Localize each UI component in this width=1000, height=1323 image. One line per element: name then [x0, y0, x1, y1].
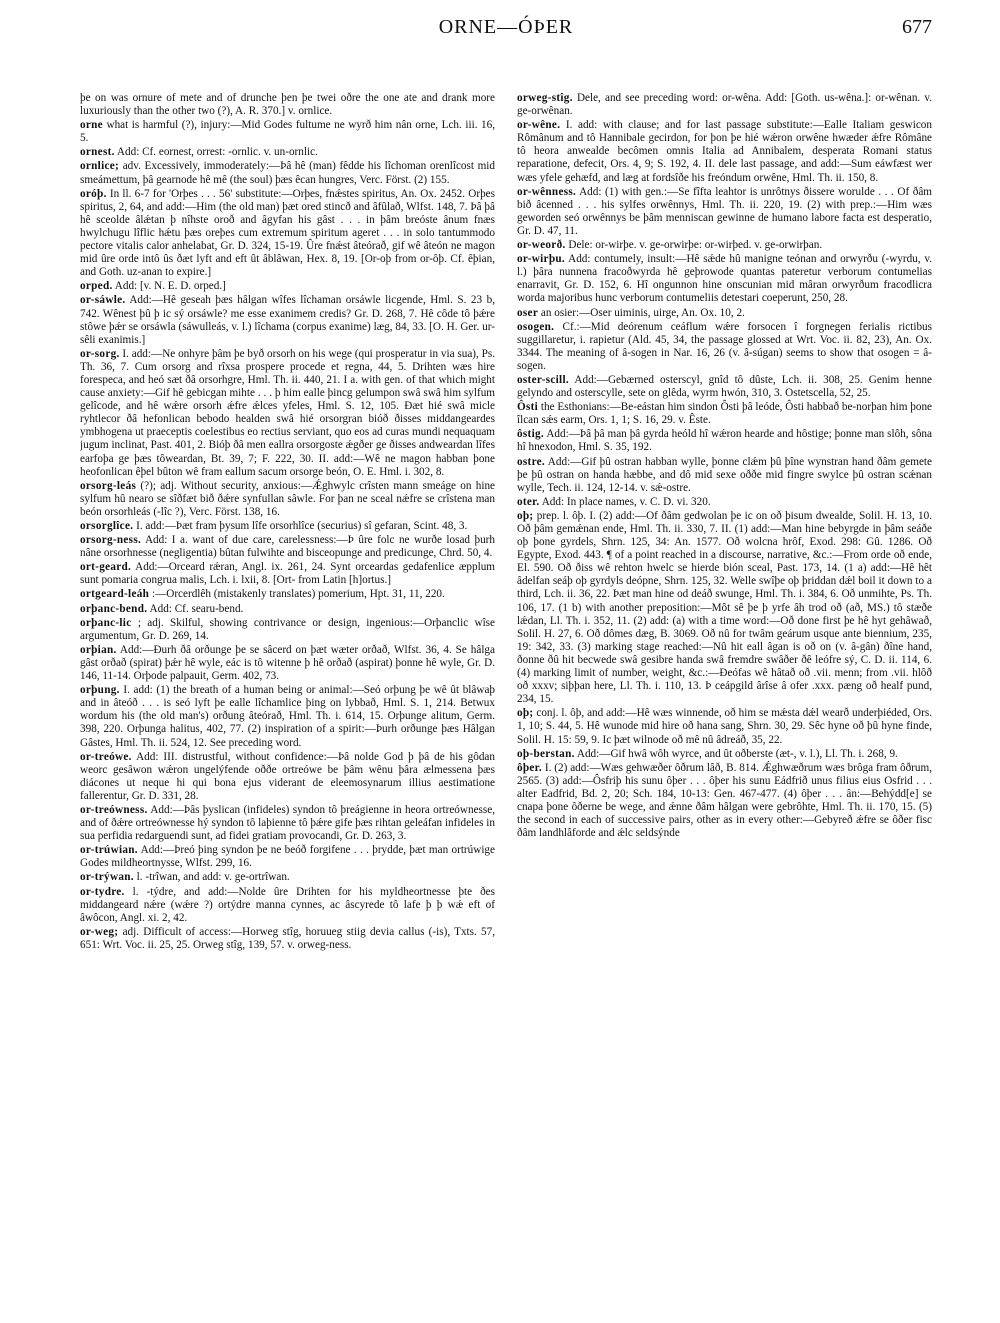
- right-column: [517, 92, 932, 1133]
- entry-headword: ortgeard-leáh: [80, 588, 150, 601]
- text-columns: [80, 92, 932, 1133]
- entry-headword: ornlice;: [80, 160, 120, 173]
- entry-headword: ornest.: [80, 146, 115, 159]
- entry-headword: or-wênness.: [517, 185, 577, 198]
- entry-text: what is harmful (?), injury:—Mid Godes fultume ne wyrð him nân orne, Lch. iii. 16, 5.: [80, 119, 495, 145]
- dictionary-entry: [517, 748, 932, 761]
- entry-text: Add:—Ðurh ðâ orðunge þe se sâcerd on þæt wæter orðað, Wlfst. 36, 4. Se hâlga gâst orðað (spirat) þǽr hê wyle, eác is tô witenne þ hê orðað (aspirat) þonne hê wyle, Gr. D. 146, 11-14. Orþode palpauit, Germ. 402, 73.: [80, 643, 495, 683]
- entry-text: Add: [v. N. E. D. orped.]: [114, 280, 226, 293]
- dictionary-entry: [517, 428, 932, 454]
- entry-text: the Esthonians:—Be-eástan him sindon Ôsti þâ leóde, Ôsti habbað be-norþan him þone îlcan sǽs earm, Ors. 1, 1; S. 16, 29. v. Êste.: [517, 401, 932, 427]
- page-header: [80, 14, 932, 44]
- dictionary-entry: [80, 871, 495, 884]
- dictionary-entry: [80, 480, 495, 519]
- entry-text: Add: In place names, v. C. D. vi. 320.: [541, 495, 711, 508]
- dictionary-entry: [517, 707, 932, 746]
- dictionary-entry: [80, 92, 495, 118]
- entry-text: Add:—Orceard rǽran, Angl. ix. 261, 24. Synt orceardas gedafenlice æpplum sunt pomaria congrua malis, Lch. i. lxii, 8. [Ort- from Latin [h]ortus.]: [80, 561, 495, 587]
- entry-headword: orsorglîce.: [80, 520, 134, 532]
- entry-headword: or-treówness.: [80, 803, 148, 816]
- entry-text: Add: III. distrustful, without confidence:—Þâ nolde God þ þâ de his gôdan weorc gesâwon wǽron ungelýfende oððe ortreówe be þâm wênu þâra ælmessena þæs diácones ut neque hi qui bona ejus viderant de eleemosynarum illius aestimatione fallerentur, Gr. D. 331, 28.: [80, 750, 495, 802]
- entry-headword: or-sorg.: [80, 347, 120, 360]
- entry-headword: ôstig.: [517, 428, 544, 441]
- dictionary-entry: [80, 294, 495, 346]
- dictionary-entry: [80, 588, 495, 601]
- entry-text: Add:—Gebærned osterscyl, gnîd tô dûste, Lch. ii. 308, 25. Genim henne gelyndo and osterscylle, sete on glêda, wyrm hwón, 310, 3. Ostetscella, 52, 25.: [517, 373, 932, 400]
- dictionary-entry: [80, 603, 495, 616]
- dictionary-entry: [517, 496, 932, 509]
- dictionary-entry: [517, 92, 932, 118]
- dictionary-entry: [80, 348, 495, 479]
- entry-text: Add:—Gif hwâ wôh wyrce, and ût oðberste (æt-, v. l.), Ll. Th. i. 268, 9.: [576, 747, 898, 760]
- entry-headword: ôþer.: [517, 761, 543, 774]
- entry-text: Cf.:—Mid deórenum ceáflum wǽre forsocen î forgnegen ferialis rictibus suggillaretur, i. rapietur (Ald. 45, 34, the passage glossed at Wrt. Voc. ii. 82, 23), An. Ox. 3344. The meaning of â-sogen in Nar. 16, 26 (v. â-súgan) seems to show that osogen = â-sogen.: [517, 320, 932, 372]
- entry-headword: ostre.: [517, 455, 545, 468]
- entry-headword: oter.: [517, 495, 540, 508]
- entry-text: I. add:—Þæt fram þysum lîfe orsorhlîce (securius) sî gefaran, Scint. 48, 3.: [136, 520, 468, 532]
- dictionary-entry: [517, 321, 932, 373]
- dictionary-entry: [80, 561, 495, 587]
- dictionary-entry: [80, 119, 495, 145]
- entry-headword: orþian.: [80, 643, 117, 656]
- entry-headword: or-wêne.: [517, 119, 561, 132]
- dictionary-entry: [517, 456, 932, 495]
- entry-text: I. add:—Ne onhyre þâm þe byð orsorh on his wege (qui prosperatur in via sua), Ps. Th. 36, 7. Cum orsorg and rîxsa prospere procede et regna, 44, 5. Drihten wæs hire forespeca, and heó sæt ðâ orsorhgre, Hml. Th. ii. 440, 21. I a. with gen. of that which might cause anxiety:—Gif hê gebicgan mihte . . . þ him ealle þincg gelumpon swâ swâ him sylfum gelîcode, and hê wǽre orsorh ǽfre ǽlces yfeles, Hml. S. 12, 105. Ðæt hié swâ micle ryhtlecor ðâ hefonlican bebodo healden swâ hié orsorgran bióð ðisses middangeardes ymbhogena ut praeceptis coelestibus eo rectius serviant, quo eos ad curas mundi nequaquam jugum inclinat, Past. 401, 2. Bióþ ðâ men eallra orsorgoste ǽgðer ge ðisses andweardan lîfes earfoþa ge þæs tôweardan, Bt. 39, 7; F. 222, 30. II. add:—Wê ne magon habban þone heofonlican êþel bûton wê fram eallum sacum orsorge beón, O. E. Hml. i. 302, 8.: [80, 347, 495, 478]
- entry-headword: oþ-berstan.: [517, 747, 575, 760]
- entry-text: I. add: with clause; and for last passage substitute:—Ealle Italiam geswicon Rômânum and tô Hannibale gecirdon, for þon þe hié wǽron orwêne hwæder ǽfre Rômâne tô heora anwealde becômen omnis Italia ad Annibalem, desperata Romani status reparatione, defecit, Ors. 4, 9; S. 192, 4. II. dele last passage, and add:—Sum eáwfæst wer wæs yfele gehæfd, and læg at fordsîðe his freóndum orwêne, Hml. Th. ii. 150, 8.: [517, 119, 932, 184]
- entry-text: conj. l. ôþ, and add:—Hê wæs winnende, oð him se mǽsta dǽl wearð underþiéded, Ors. 1, 10; S. 44, 5. Hê wunode mid hire oð hana sang, Shrn. 30, 29. Sêc hyne oð þû hyne finde, Solil. H. 15: 59, 9. Ic þæt wilnode oð mê nû âdreáð, 35, 22.: [517, 707, 932, 746]
- entry-text: an osier:—Oser uiminis, uirge, An. Ox. 10, 2.: [540, 306, 745, 319]
- entry-headword: Ôsti: [517, 401, 539, 414]
- dictionary-entry: [80, 886, 495, 925]
- entry-headword: orsorg-ness.: [80, 534, 142, 547]
- entry-text: Add:—Þreó þing syndon þe ne beóð forgifene . . . þrydde, þæt man ortrúwige Godes mildheortnysse, Wlfst. 299, 16.: [80, 844, 495, 870]
- entry-text: Add: I a. want of due care, carelessness:—Þ ûre folc ne wurðe losad þurh nâne orsorhnesse (negligentia) bûtan fulwihte and bisceopunge and predicunge, Chrd. 50, 4.: [80, 534, 495, 560]
- entry-headword: ort-geard.: [80, 561, 132, 574]
- dictionary-entry: [517, 762, 932, 841]
- dictionary-entry: [80, 684, 495, 749]
- dictionary-entry: [80, 280, 495, 293]
- dictionary-entry: [517, 307, 932, 320]
- dictionary-entry: [80, 617, 495, 643]
- running-head: ORNE—ÓÞER: [438, 16, 574, 38]
- entry-headword: oþ;: [517, 707, 534, 720]
- entry-text: I. add: (1) the breath of a human being or animal:—Seó orþung þe wê ût blâwaþ and in âteóð . . . is seó lyft þe ealle lîchamlice þing on lybbað, Hml. S. 1, 214. Betwux wordum his (the old man's) orðung âteórað, Hml. Th. i. 614, 15. Orþunge alitum, Germ. 398, 220. Orþunga halitus, 402, 77. (2) inspiration of a spirit:—Þurh orðunge þæs Hâlgan Gâstes, Hml. Th. ii. 524, 12. See preceding word.: [80, 684, 495, 749]
- entry-headword: orþanc-lic: [80, 616, 132, 629]
- page-number: 677: [902, 16, 932, 38]
- entry-headword: orweg-stîg.: [517, 92, 573, 104]
- entry-headword: oþ;: [517, 509, 534, 522]
- dictionary-entry: [80, 926, 495, 952]
- entry-headword: or-trýwan.: [80, 871, 134, 884]
- entry-headword: or-weg;: [80, 925, 119, 938]
- entry-headword: orþung.: [80, 684, 120, 697]
- dictionary-entry: [80, 844, 495, 870]
- entry-text: adv. Excessively, immoderately:—Þâ hê (man) fêdde his lîchoman orenlîcost mid smeámettum, þâ gearnode hê mê (the soul) þæs êcan hungres, Verc. Först. (2) 155.: [80, 160, 495, 186]
- entry-text: Dele: or-wirþe. v. ge-orwirþe: or-wirþed. v. ge-orwirþan.: [568, 239, 823, 252]
- entry-headword: orne: [80, 119, 103, 132]
- entry-headword: or-treówe.: [80, 750, 132, 763]
- entry-headword: oster-scill.: [517, 373, 569, 386]
- dictionary-entry: [80, 160, 495, 186]
- entry-text: Add: contumely, insult:—Hê sǽde hû manigne teónan and orwyrðu (-wyrdu, v. l.) þâra nunnena fracoðwyrda hê geþrowode quantas pateretur verborum contumelias enarravit, Gr. D. 152, 6. Hî ongunnon hine onscunian mid mâran orwyrðum fracodlicra worda majoribus hunc verborum contumeliis detestari coeperunt, 250, 28.: [517, 253, 932, 305]
- dictionary-entry: [80, 751, 495, 803]
- entry-headword: or-weorð.: [517, 239, 566, 252]
- entry-text: Add: Cf. searu-bend.: [149, 602, 244, 615]
- dictionary-entry: [80, 188, 495, 280]
- dictionary-entry: [80, 644, 495, 683]
- entry-text: Add:—Þâs þyslican (infideles) syndon tô þreágienne in heora ortreównesse, and of ðǽre ortreównesse hý syndon tô laþienne tô þǽre gife þæs rihtan geleáfan infideles in sua perfidia redarguendi sunt, ad fidei gratiam provocandi, Gr. D. 263, 3.: [80, 803, 495, 843]
- entry-headword: or-wirþu.: [517, 253, 565, 266]
- dictionary-entry: [517, 401, 932, 427]
- entry-text: ; adj. Skilful, showing contrivance or design, ingenious:—Orþanclic wîse argumentum, Gr. D. 269, 14.: [80, 616, 495, 642]
- entry-headword: or-tydre.: [80, 885, 125, 898]
- entry-text: Add: (1) with gen.:—Se fîfta leahtor is unrôtnys ðissere woruldе . . . Of ðâm bið âcenned . . . his sylfes orwênnys, Hml. Th. ii. 220, 19. (2) with prep.:—Him wæs geworden seó orwênnys be þâm menniscan gewinne de humano labore facta est desperatio, Gr. D. 47, 11.: [517, 185, 932, 237]
- entry-text: Add: Cf. eornest, orrest: -ornlic. v. un-ornlic.: [116, 146, 318, 159]
- dictionary-entry: [80, 146, 495, 159]
- entry-text: adj. Difficult of access:—Horweg stîg, horuueg stiig devia callus (-is), Txts. 57, 651: Wrt. Voc. ii. 25, 25. Orweg stîg, 139, 57. v. orweg-ness.: [80, 925, 495, 951]
- entry-text: Add:—Gif þû ostran habban wylle, þonne clǽm þû þîne wynstran hand ðâm gemete þe þû ostran on handa hæbbe, and dô mid sexe oððe mid fingre swylce þû ostran scǽnan wylle, Tech. ii. 124, 12-14. v. sǽ-ostre.: [517, 455, 932, 494]
- entry-text: I. (2) add:—Wæs gehwæðer ôðrum lâð, B. 814. Ǽghwæðrum wæs brôga fram ôðrum, 2565. (3) add:—Ôsfriþ his sunu ôþer . . . ôþer his sunu Eádfrið unus filius eius Osfrid . . . alter Eadfrid, Bd. 2, 20; Sch. 184, 10-13: Gen. 467-477. (4) ôþer . . . ân:—Behýdd[e] se cnapa þone ôðerne be wege, and ǽnne ðâm hâlgan were gebrôhte, Hml. Th. ii. 170, 15. (5) the second in each of successive pairs, other as in every other:—Gebyreð ǽfre se ôðer fisc ðâm landhlâforde and ǽlc seldsýnde: [517, 761, 932, 840]
- dictionary-entry: [517, 253, 932, 305]
- entry-headword: or-sáwle.: [80, 294, 126, 307]
- entry-headword: oser: [517, 306, 539, 319]
- entry-headword: oróþ.: [80, 187, 107, 200]
- dictionary-entry: [80, 520, 495, 533]
- entry-text: In ll. 6-7 for 'Orþes . . . 56' substitute:—Orþes, fnǽstes spiritus, An. Ox. 2452. Orþes spiritus, 2, 64, and add:—Him (the old man) þæt ored stincð and âfûlað, Wlfst. 148, 7. Þâ þâ hê sceolde âlǽtan þ nîhste oroð and âgyfan his gâst . . . in þâm breóste ânum fnæs hwylchugu lîflic hǽtu þæs oreþes cum extremum spiritum ageret . . . in solo tantummodo pectore vitalis calor anhelabat, Gr. D. 324, 15-19. Ûre fnǽst âteórað, gif wê âteón ne magon mid ûre orde intô ûs ðæt lyft and eft ût âblâwan, Hex. 8, 19. [Or-oþ from or-ôþ. Cf. êþian, and Goth. uz-anan to expire.]: [80, 187, 495, 279]
- entry-text: :—Orcerdlêh (mistakenly translates) pomerium, Hpt. 31, 11, 220.: [151, 588, 445, 601]
- dictionary-entry: [517, 510, 932, 706]
- dictionary-entry: [517, 374, 932, 400]
- dictionary-entry: [80, 804, 495, 843]
- entry-headword: osogen.: [517, 320, 555, 333]
- entry-text: Dele, and see preceding word: or-wêna. Add: [Goth. us-wêna.]: or-wênan. v. ge-orwênan.: [517, 92, 932, 118]
- left-column: [80, 92, 495, 1133]
- entry-text: Add:—Þâ þâ man þâ gyrda heóld hî wǽron hearde and hôstige; þonne man slôh, sôna hî hnexodon, Hml. S. 35, 192.: [517, 428, 932, 454]
- dictionary-entry: [517, 186, 932, 238]
- entry-text: l. -trîwan, and add: v. ge-ortrîwan.: [136, 871, 290, 884]
- entry-text: (?); adj. Without security, anxious:—Ǽghwylc crîsten mann smeáge on hine sylfum hû nearo se sîðfæt bið ðǽre synfullan sâwle. For þan ne sceal nǽfre se crîstena man beón orsorhleás (-lîc ?), Verc. Först. 138, 16.: [80, 479, 495, 518]
- dictionary-entry: [517, 119, 932, 184]
- dictionary-entry: [80, 534, 495, 560]
- entry-headword: orped.: [80, 280, 113, 293]
- entry-text: þe on was ornure of mete and of drunche þen þe twei oðre the one ate and drank more luxuriously than the other two (?), A. R. 370.] v. ornlice.: [80, 92, 495, 118]
- entry-text: l. -týdre, and add:—Nolde ûre Drihten for his myldheortnesse þte ðes middangeard nǽre (wǽre ?) ortýdre manna cynnes, ac âscyrede tô lafe þ þ wǽ eft of âwôcon, Angl. xi. 2, 42.: [80, 885, 495, 924]
- entry-headword: orþanc-bend.: [80, 602, 148, 615]
- entry-text: prep. l. ôþ. I. (2) add:—Of ðâm gedwolan þe ic on oð þisum dwealde, Solil. H. 13, 10. Oð þâm gemǽnan ende, Hml. Th. ii. 330, 7. II. (1) add:—Man hine bebyrgde in þâm seáðe oþ þone gyrdels, Shrn. 125, 34: An. 1577. Oð wolcna hrôf, Exod. 298: Gû. 1286. Oð Egypte, Exod. 443. ¶ of a point reached in a discourse, narrative, &c.:—From orde oð ende, El. 590. Oð ðiss wê rehton hwelc se hierde bión sceal, Past. 173, 14. (1 a) add:—Hê hêt âdelfan seáþ oþ gyrdyls deópne, Shrn. 125, 32. Welle swîþe oþ þriddan dǽl boil it down to a third, Lch. ii. 36, 22. Þæt man hine od deáð swunge, Hml. Th. i. 384, 6. Oð unmihte, Ps. Th. 106, 17. (1 b) with another preposition:—Môt sê þe þ yrfe âh trod oð (að, MS.) tô stæðe lǽdan, Ll. Th. i. 352, 11. (2) add: (a) with a time word:—Oð done first þe hê hyt gehâwað, Solil. H. 27, 6. Oð dômes dæg, B. 3069. Oð nû for twâm geárum usque ante biennium, 235, 19: 342, 33. (3) marking stage reached:—Nû hit eall âgan is oð on (v. â-gân) ðîne hand, ðonne ðû hit becwede swâ gesibre handa swâ fremdre swâðer ðê leófre sý, C. D. ii. 114, 6. (4) marking limit of number, weight, &c.:—Ðeófas wê hâtað oð .vii. menn; from .vii. hlôð oð xxxv; siþþan here, Ll. Th. i. 110, 13. Þ ceápgild ârîse â ofer .xxx. pæng oð healf pund, 234, 15.: [517, 509, 932, 706]
- entry-headword: or-trúwian.: [80, 844, 138, 857]
- entry-text: Add:—Hê geseah þæs hâlgan wîfes lîchaman orsáwle licgende, Hml. S. 23 b, 742. Wênest þû þ ic sý orsáwle? me esse exanimem credis? Gr. D. 268, 7. Hê côde tô þǽre stôwe þǽr se orsáwla (sáwulleás, v. l.) lîchama (corpus exanime) læg, 84, 33. [O. H. Ger. ur-sêli exanimis.]: [80, 294, 495, 346]
- dictionary-entry: [517, 239, 932, 252]
- entry-headword: orsorg-leás: [80, 479, 137, 492]
